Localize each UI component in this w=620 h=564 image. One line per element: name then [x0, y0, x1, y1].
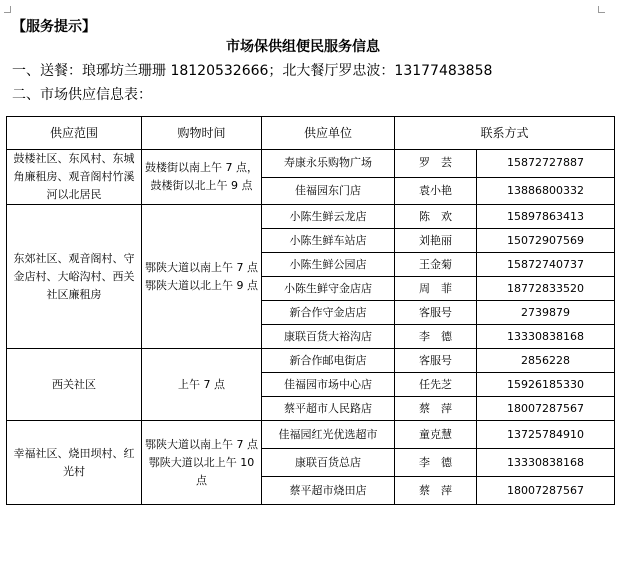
phone-number-cell: 13330838168 [477, 449, 615, 477]
phone-number-cell: 15872740737 [477, 253, 615, 277]
phone-number-cell: 2856228 [477, 349, 615, 373]
contact-person-cell: 王金菊 [395, 253, 477, 277]
supply-unit-cell: 小陈生鲜车站店 [262, 229, 395, 253]
supply-unit-cell: 新合作邮电街店 [262, 349, 395, 373]
supply-scope-cell: 东郊社区、观音阁村、守金店村、大峪沟村、西关社区廉租房 [7, 205, 142, 349]
contact-person-cell: 罗 芸 [395, 150, 477, 178]
service-tip: 【服务提示】 [12, 19, 96, 35]
table-row [7, 421, 615, 449]
supply-unit-cell: 小陈生鲜云龙店 [262, 205, 395, 229]
contact-person-cell: 任先芝 [395, 373, 477, 397]
table-row [7, 150, 615, 178]
phone-number-cell: 13725784910 [477, 421, 615, 449]
supply-unit-cell: 蔡平超市人民路店 [262, 397, 395, 421]
contact-person-cell: 蔡 萍 [395, 397, 477, 421]
supply-unit-cell: 寿康永乐购物广场 [262, 150, 395, 178]
contact-person-cell: 童克慧 [395, 421, 477, 449]
phone-number-cell: 13886800332 [477, 177, 615, 205]
supply-unit-cell: 小陈生鲜公园店 [262, 253, 395, 277]
contact-person-cell: 周 菲 [395, 277, 477, 301]
header-contact: 联系方式 [395, 117, 615, 150]
phone-number-cell: 18007287567 [477, 397, 615, 421]
phone-number-cell: 15872727887 [477, 150, 615, 178]
phone-number-cell: 15072907569 [477, 229, 615, 253]
phone-number-cell: 18007287567 [477, 477, 615, 505]
supply-info-table [6, 116, 615, 505]
meal-delivery-line: 一、送餐：琅琊坊兰珊珊 18120532666；北大餐厅罗忠波：13177483858 [12, 63, 493, 79]
phone-number-cell: 15897863413 [477, 205, 615, 229]
phone-number-cell: 18772833520 [477, 277, 615, 301]
page-corner-mark [598, 6, 605, 13]
page-title: 市场保供组便民服务信息 [226, 39, 380, 55]
contact-person-cell: 李 德 [395, 449, 477, 477]
supply-unit-cell: 佳福园东门店 [262, 177, 395, 205]
phone-number-cell: 2739879 [477, 301, 615, 325]
supply-scope-cell: 西关社区 [7, 349, 142, 421]
contact-person-cell: 李 德 [395, 325, 477, 349]
supply-unit-cell: 康联百货大裕沟店 [262, 325, 395, 349]
shopping-time-cell: 鄂陕大道以南上午 7 点 鄂陕大道以北上午 9 点 [142, 205, 262, 349]
header-time: 购物时间 [142, 117, 262, 150]
contact-person-cell: 客服号 [395, 301, 477, 325]
shopping-time-cell: 鼓楼街以南上午 7 点，鼓楼街以北上午 9 点 [142, 150, 262, 205]
phone-number-cell: 15926185330 [477, 373, 615, 397]
supply-unit-cell: 佳福园红光优选超市 [262, 421, 395, 449]
supply-scope-cell: 鼓楼社区、东风村、东城角廉租房、观音阁村竹溪河以北居民 [7, 150, 142, 205]
supply-scope-cell: 幸福社区、烧田坝村、红光村 [7, 421, 142, 505]
shopping-time-cell: 上午 7 点 [142, 349, 262, 421]
market-supply-heading: 二、市场供应信息表： [12, 87, 152, 103]
contact-person-cell: 刘艳丽 [395, 229, 477, 253]
header-unit: 供应单位 [262, 117, 395, 150]
supply-unit-cell: 佳福园市场中心店 [262, 373, 395, 397]
contact-person-cell: 陈 欢 [395, 205, 477, 229]
contact-person-cell: 袁小艳 [395, 177, 477, 205]
header-scope: 供应范围 [7, 117, 142, 150]
contact-person-cell: 客服号 [395, 349, 477, 373]
table-row [7, 205, 615, 229]
supply-unit-cell: 蔡平超市烧田店 [262, 477, 395, 505]
page-corner-mark [4, 6, 11, 13]
supply-unit-cell: 康联百货总店 [262, 449, 395, 477]
phone-number-cell: 13330838168 [477, 325, 615, 349]
table-row [7, 349, 615, 373]
shopping-time-cell: 鄂陕大道以南上午 7 点 鄂陕大道以北上午 10 点 [142, 421, 262, 505]
supply-unit-cell: 小陈生鲜守金店店 [262, 277, 395, 301]
supply-unit-cell: 新合作守金店店 [262, 301, 395, 325]
contact-person-cell: 蔡 萍 [395, 477, 477, 505]
